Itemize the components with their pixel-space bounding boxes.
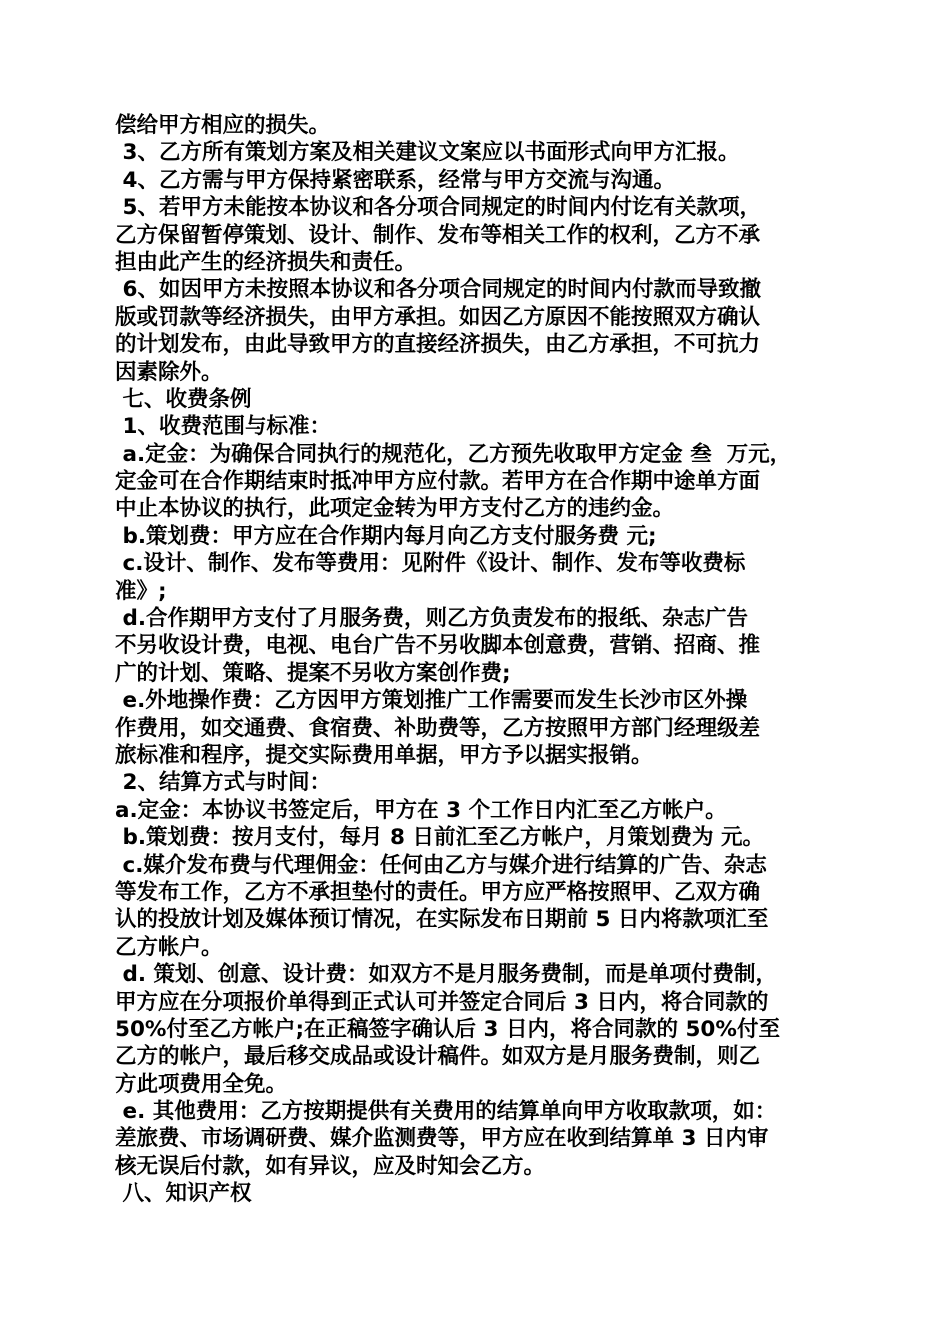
text-line: 甲方应在分项报价单得到正式认可并签定合同后 3 日内，将合同款的 — [115, 989, 769, 1015]
text-line: b.策划费：甲方应在合作期内每月向乙方支付服务费 元; — [115, 523, 657, 549]
text-line: c.设计、制作、发布等费用：见附件《设计、制作、发布等收费标 — [115, 551, 746, 577]
text-line: 乙方的帐户，最后移交成品或设计稿件。如双方是月服务费制，则乙 — [115, 1044, 761, 1070]
text-line: 6、如因甲方未按照本协议和各分项合同规定的时间内付款而导致撤 — [115, 277, 761, 303]
text-line: 的计划发布，由此导致甲方的直接经济损失，由乙方承担，不可抗力 — [115, 332, 761, 358]
section-heading: 八、知识产权 — [115, 1181, 252, 1207]
text-line: 1、收费范围与标准： — [115, 414, 331, 440]
section-heading: 七、收费条例 — [115, 386, 252, 412]
text-line: e.外地操作费：乙方因甲方策划推广工作需要而发生长沙市区外操 — [115, 688, 748, 714]
text-line: 不另收设计费，电视、电台广告不另收脚本创意费，营销、招商、推 — [115, 633, 761, 659]
text-line: 50%付至乙方帐户;在正稿签字确认后 3 日内，将合同款的 50%付至 — [115, 1016, 780, 1042]
text-line: 作费用，如交通费、食宿费、补助费等，乙方按照甲方部门经理级差 — [115, 715, 761, 741]
text-line: 5、若甲方未能按本协议和各分项合同规定的时间内付讫有关款项， — [115, 195, 761, 221]
text-line: a.定金：为确保合同执行的规范化，乙方预先收取甲方定金 叁 万元， — [115, 441, 792, 467]
text-line: 定金可在合作期结束时抵冲甲方应付款。若甲方在合作期中途单方面 — [115, 469, 761, 495]
text-line: 核无误后付款，如有异议，应及时知会乙方。 — [115, 1153, 546, 1179]
text-line: 乙方保留暂停策划、设计、制作、发布等相关工作的权利，乙方不承 — [115, 222, 761, 248]
text-line: 担由此产生的经济损失和责任。 — [115, 249, 417, 275]
text-line: 旅标准和程序，提交实际费用单据，甲方予以据实报销。 — [115, 742, 653, 768]
text-line: 4、乙方需与甲方保持紧密联系，经常与甲方交流与沟通。 — [115, 167, 675, 193]
text-line: 中止本协议的执行，此项定金转为甲方支付乙方的违约金。 — [115, 496, 675, 522]
text-line: 3、乙方所有策划方案及相关建议文案应以书面形式向甲方汇报。 — [115, 140, 740, 166]
text-line: 认的投放计划及媒体预订情况，在实际发布日期前 5 日内将款项汇至 — [115, 907, 769, 933]
text-line: 版或罚款等经济损失，由甲方承担。如因乙方原因不能按照双方确认 — [115, 304, 761, 330]
text-line: 广的计划、策略、提案不另收方案创作费; — [115, 660, 511, 686]
text-line: d. 策划、创意、设计费：如双方不是月服务费制，而是单项付费制， — [115, 962, 778, 988]
text-line: b.策划费：按月支付，每月 8 日前汇至乙方帐户，月策划费为 元。 — [115, 825, 764, 851]
text-line: e. 其他费用：乙方按期提供有关费用的结算单向甲方收取款项，如： — [115, 1099, 777, 1125]
text-line: 偿给甲方相应的损失。 — [115, 113, 331, 138]
text-line: 因素除外。 — [115, 359, 223, 385]
text-line: d.合作期甲方支付了月服务费，则乙方负责发布的报纸、杂志广告 — [115, 606, 749, 632]
text-line: a.定金：本协议书签定后，甲方在 3 个工作日内汇至乙方帐户。 — [115, 797, 727, 823]
text-line: 差旅费、市场调研费、媒介监测费等，甲方应在收到结算单 3 日内审 — [115, 1126, 769, 1152]
text-line: 等发布工作，乙方不承担垫付的责任。甲方应严格按照甲、乙双方确 — [115, 879, 761, 905]
text-line: 乙方帐户。 — [115, 934, 223, 960]
text-line: 方此项费用全免。 — [115, 1071, 288, 1097]
text-line: c.媒介发布费与代理佣金：任何由乙方与媒介进行结算的广告、杂志 — [115, 852, 767, 878]
text-line: 2、结算方式与时间： — [115, 770, 331, 796]
text-line: 准》; — [115, 578, 167, 604]
document-body — [115, 112, 845, 1208]
